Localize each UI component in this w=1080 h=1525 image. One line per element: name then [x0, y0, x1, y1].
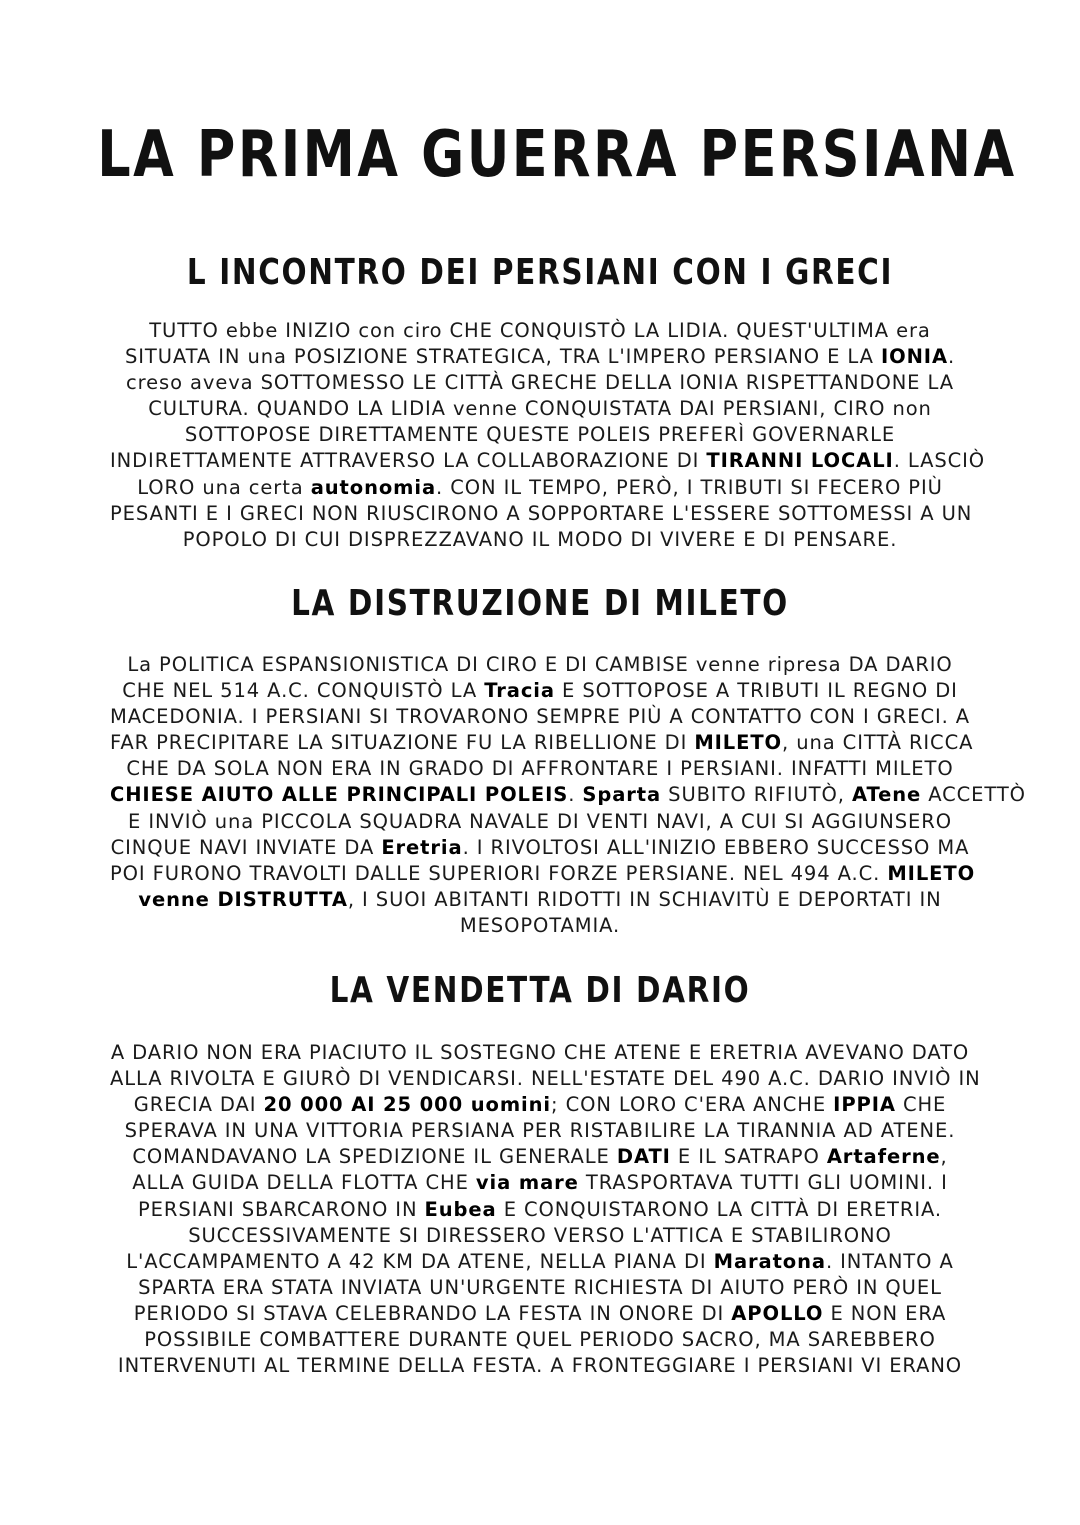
section-heading-incontro: L INCONTRO DEI PERSIANI CON I GRECI [186, 252, 894, 293]
text-run: COMANDAVANO LA SPEDIZIONE IL GENERALE [132, 1145, 617, 1169]
bold-text: ATene [852, 783, 922, 807]
paragraph-line [110, 887, 970, 913]
text-run: , una CITTÀ RICCA [782, 731, 974, 755]
text-run: La POLITICA ESPANSIONISTICA DI CIRO E DI CAMBISE venne ripresa DA DARIO [127, 653, 953, 676]
paragraph-line [110, 1353, 970, 1379]
paragraph-line [110, 652, 970, 678]
paragraph-line [110, 527, 970, 553]
text-run: , [940, 1145, 948, 1169]
text-run: E IL SATRAPO [670, 1145, 827, 1169]
text-run: . I RIVOLTOSI ALL'INIZIO EBBERO SUCCESSO MA [462, 835, 970, 859]
paragraph-line [110, 1275, 970, 1301]
text-run: CHE DA SOLA NON ERA IN GRADO DI AFFRONTARE I PERSIANI. INFATTI MILETO [126, 757, 954, 781]
paragraph-line [110, 370, 970, 396]
text-run: SPARTA ERA STATA INVIATA UN'URGENTE RICHIESTA DI AIUTO PERÒ IN QUEL [138, 1275, 942, 1299]
text-run: PERIODO SI STAVA CELEBRANDO LA FESTA IN ONORE DI [133, 1301, 732, 1325]
text-run: E INVIÒ una PICCOLA SQUADRA NAVALE DI VENTI NAVI, A CUI SI AGGIUNSERO [128, 809, 952, 833]
bold-text: Sparta [582, 783, 662, 807]
paragraph-line [110, 1066, 981, 1092]
text-run: PESANTI E I GRECI NON RIUSCIRONO A SOPPORTARE L'ESSERE SOTTOMESSI A UN [110, 501, 973, 525]
paragraph-line [110, 475, 970, 501]
bold-text: Eubea [424, 1197, 497, 1221]
bold-text: Artaferne [826, 1145, 941, 1169]
bold-text: CHIESE AIUTO ALLE PRINCIPALI POLEIS [110, 783, 569, 807]
text-run: CHE [895, 1093, 947, 1117]
text-run: SUBITO RIFIUTÒ, [661, 783, 852, 807]
paragraph-line [110, 422, 970, 448]
paragraph-line [110, 809, 970, 835]
paragraph-line [110, 448, 986, 474]
text-run: . CON IL TEMPO, PERÒ, I TRIBUTI SI FECERO PIÙ [436, 475, 943, 499]
text-run: INDIRETTAMENTE ATTRAVERSO LA COLLABORAZIONE DI [110, 449, 707, 473]
paragraph-line [110, 704, 970, 730]
text-run: creso aveva SOTTOMESSO LE CITTÀ GRECHE DELLA IONIA RISPETTANDONE LA [126, 371, 954, 395]
paragraph-line [110, 756, 970, 782]
text-run: POPOLO DI CUI DISPREZZAVANO IL MODO DI VIVERE E DI PENSARE. [182, 527, 898, 551]
paragraph-line [110, 396, 970, 422]
text-run: L'ACCAMPAMENTO A 42 KM DA ATENE, NELLA PIANA DI [126, 1249, 714, 1273]
text-run: E CONQUISTARONO LA CITTÀ DI ERETRIA. [496, 1197, 942, 1221]
paragraph-line [110, 1040, 970, 1066]
paragraph-line [110, 913, 970, 939]
paragraph-line [110, 730, 974, 756]
bold-text: MILETO [694, 731, 783, 755]
text-run: . [947, 345, 956, 369]
bold-text: venne DISTRUTTA [138, 887, 348, 911]
section-paragraph-distruzione-mileto [110, 652, 1026, 939]
text-run: POI FURONO TRAVOLTI DALLE SUPERIORI FORZE PERSIANE. NEL 494 A.C. [110, 861, 888, 885]
paragraph-line [110, 1223, 970, 1249]
text-run: MACEDONIA. I PERSIANI SI TROVARONO SEMPRE PIÙ A CONTATTO CON I GRECI. A [110, 705, 971, 729]
page-title: LA PRIMA GUERRA PERSIANA [97, 118, 1017, 192]
paragraph-line [110, 835, 970, 861]
bold-text: Tracia [484, 679, 555, 703]
bold-text: IONIA [880, 345, 948, 369]
section-paragraph-vendetta-dario [110, 1040, 981, 1379]
text-run: SPERAVA IN UNA VITTORIA PERSIANA PER RISTABILIRE LA TIRANNIA AD ATENE. [124, 1119, 956, 1143]
text-run: ALLA RIVOLTA E GIURÒ DI VENDICARSI. NELL'ESTATE DEL 490 A.C. DARIO INVIÒ IN [110, 1067, 981, 1091]
paragraph-line [110, 1301, 970, 1327]
bold-text: TIRANNI LOCALI [706, 449, 894, 473]
text-run: POSSIBILE COMBATTERE DURANTE QUEL PERIODO SACRO, MA SAREBBERO [144, 1328, 936, 1352]
bold-text: Eretria [381, 835, 463, 859]
bold-text: Maratona [713, 1249, 826, 1273]
text-run: TRASPORTAVA TUTTI GLI UOMINI. I [578, 1171, 948, 1195]
text-run: SUCCESSIVAMENTE SI DIRESSERO VERSO L'ATTICA E STABILIRONO [188, 1223, 892, 1247]
paragraph-line [110, 782, 1026, 808]
text-run: , I SUOI ABITANTI RIDOTTI IN SCHIAVITÙ E DEPORTATI IN [347, 887, 942, 911]
paragraph-line [110, 344, 970, 370]
text-run: MESOPOTAMIA. [459, 913, 621, 937]
paragraph-line [110, 678, 970, 704]
text-run: LORO una certa [137, 475, 311, 499]
text-run: . [568, 783, 583, 807]
bold-text: IPPIA [833, 1093, 896, 1117]
bold-text: autonomia [310, 475, 437, 499]
text-run: SOTTOPOSE DIRETTAMENTE QUESTE POLEIS PREFERÌ GOVERNARLE [184, 423, 896, 447]
paragraph-line [110, 1144, 970, 1170]
text-run: PERSIANI SBARCARONO IN [138, 1197, 425, 1221]
text-run: CINQUE NAVI INVIATE DA [110, 835, 382, 859]
paragraph-line [110, 501, 973, 527]
bold-text: APOLLO [731, 1301, 824, 1325]
text-run: E SOTTOPOSE A TRIBUTI IL REGNO DI [554, 679, 958, 703]
text-run: FAR PRECIPITARE LA SITUAZIONE FU LA RIBELLIONE DI [110, 731, 695, 755]
paragraph-line [110, 1197, 970, 1223]
text-run: INTERVENUTI AL TERMINE DELLA FESTA. A FRONTEGGIARE I PERSIANI VI ERANO [117, 1354, 963, 1378]
section-heading-vendetta-dario: LA VENDETTA DI DARIO [329, 970, 751, 1011]
paragraph-line [110, 1249, 970, 1275]
text-run: CULTURA. QUANDO LA LIDIA venne CONQUISTATA DAI PERSIANI, CIRO non [148, 397, 932, 421]
text-run: . LASCIÒ [893, 449, 986, 473]
bold-text: DATI [616, 1145, 671, 1169]
paragraph-line [110, 1170, 970, 1196]
text-run: ACCETTÒ [921, 783, 1026, 807]
text-run: TUTTO ebbe INIZIO con ciro CHE CONQUISTÒ LA LIDIA. QUEST'ULTIMA era [149, 319, 931, 342]
section-paragraph-incontro [110, 318, 986, 553]
text-run: SITUATA IN una POSIZIONE STRATEGICA, TRA L'IMPERO PERSIANO E LA [124, 345, 881, 369]
paragraph-line [110, 318, 970, 344]
text-run: A DARIO NON ERA PIACIUTO IL SOSTEGNO CHE ATENE E ERETRIA AVEVANO DATO [110, 1041, 970, 1064]
paragraph-line [110, 1327, 970, 1353]
text-run: ALLA GUIDA DELLA FLOTTA CHE [132, 1171, 476, 1195]
section-heading-distruzione-mileto: LA DISTRUZIONE DI MILETO [291, 583, 789, 624]
paragraph-line [110, 861, 976, 887]
text-run: CHE NEL 514 A.C. CONQUISTÒ LA [122, 679, 485, 703]
text-run: ; CON LORO C'ERA ANCHE [551, 1093, 834, 1117]
paragraph-line [110, 1118, 970, 1144]
paragraph-line [110, 1092, 970, 1118]
text-run: . INTANTO A [825, 1249, 954, 1273]
bold-text: 20 000 AI 25 000 uomini [263, 1093, 552, 1117]
bold-text: via mare [475, 1171, 579, 1195]
text-run: GRECIA DAI [133, 1093, 264, 1117]
bold-text: MILETO [887, 861, 976, 885]
text-run: E NON ERA [823, 1301, 947, 1325]
